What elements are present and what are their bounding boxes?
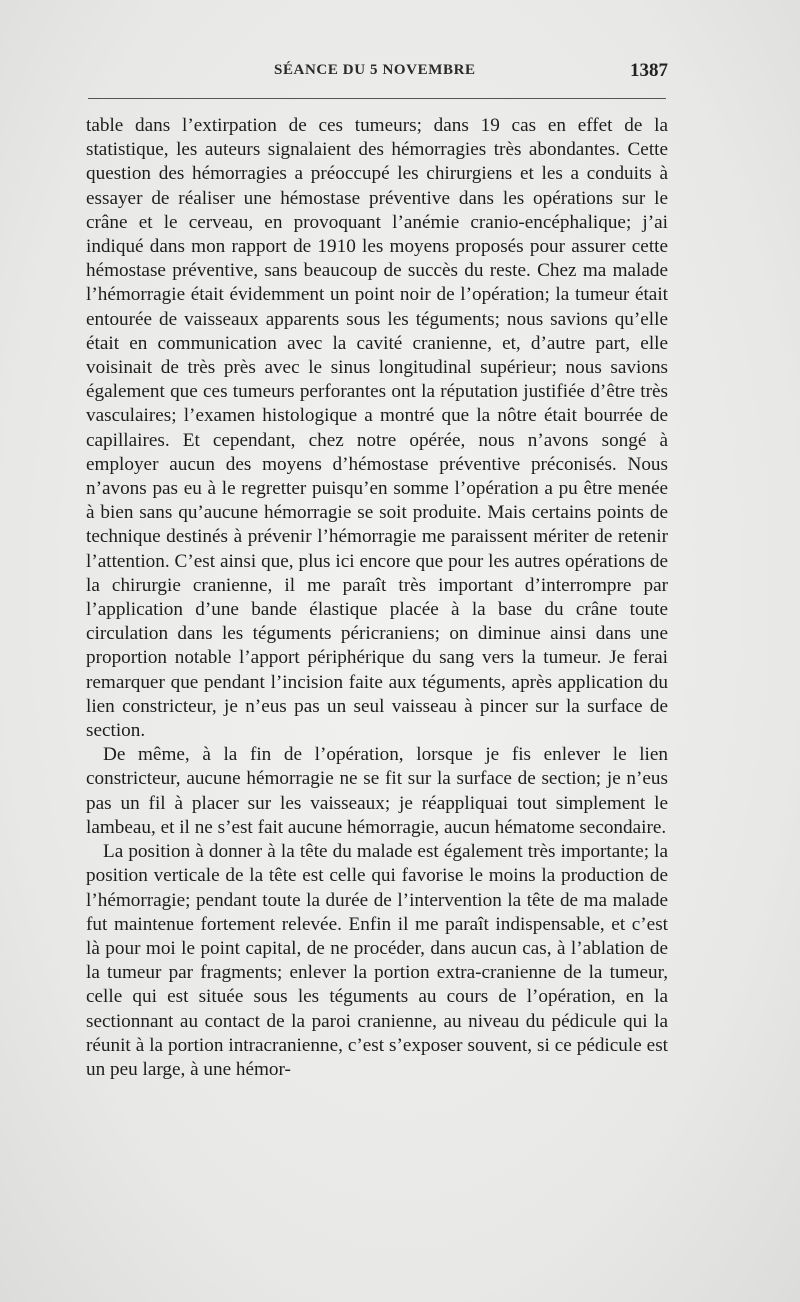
page-header xyxy=(86,62,668,86)
page-number: 1387 xyxy=(630,60,668,81)
paragraph-2: De même, à la fin de l’opération, lorsque je fis enlever le lien constricteur, aucune hémorragie ne se fit sur la surface de section; je n’eus pas un fil à placer sur les vaisseaux; je réappliquai tout simplement le lambeau, et il ne s’est fait aucune hémorragie, aucun hématome secondaire. xyxy=(86,744,668,838)
header-rule xyxy=(88,98,666,99)
paragraph-1: table dans l’extirpation de ces tumeurs; dans 19 cas en effet de la statistique, les auteurs signalaient des hémorragies très abondantes. Cette question des hémorragies a préoccupé les chirurgiens et les a conduits à essayer de réaliser une hémostase préventive dans les opérations sur le crâne et le cerveau, en provoquant l’anémie cranio-encéphalique; j’ai indiqué dans mon rapport de 1910 les moyens proposés pour assurer cette hémostase préventive, sans beaucoup de succès du reste. Chez ma malade l’hémorragie était évidemment un point noir de l’opération; la tumeur était entourée de vaisseaux apparents sous les téguments; nous savions qu’elle était en communication avec la cavité cranienne, et, d’autre part, elle voisinait de très près avec le sinus longitudinal supérieur; nous savions également que ces tumeurs perforantes ont la réputation justifiée d’être très vasculaires; l’examen histologique a montré que la nôtre était bourrée de capillaires. Et cependant, chez notre opérée, nous n’avons songé à employer aucun des moyens d’hémostase préventive préconisés. Nous n’avons pas eu à le regretter puisqu’en somme l’opération a pu être menée à bien sans qu’aucune hémorragie se soit produite. Mais certains points de technique destinés à prévenir l’hémorragie me paraissent mériter de retenir l’attention. C’est ainsi que, plus ici encore que pour les autres opérations de la chirurgie cranienne, il me paraît très important d’interrompre par l’application d’une bande élastique placée à la base du crâne toute circulation dans les téguments péricraniens; on diminue ainsi dans une proportion notable l’apport périphérique du sang vers la tumeur. Je ferai remarquer que pendant l’incision faite aux téguments, après application du lien constricteur, je n’eus pas un seul vaisseau à pincer sur la surface de section. xyxy=(86,115,668,742)
body-text xyxy=(86,114,668,1082)
running-head: SÉANCE DU 5 NOVEMBRE xyxy=(274,62,476,78)
paragraph-3: La position à donner à la tête du malade est également très importante; la position verticale de la tête est celle qui favorise le moins la production de l’hémorragie; pendant toute la durée de l’intervention la tête de ma malade fut maintenue fortement relevée. Enfin il me paraît indispensable, et c’est là pour moi le point capital, de ne procéder, dans aucun cas, à l’ablation de la tumeur par fragments; enlever la portion extra-cranienne de la tumeur, celle qui est située sous les téguments au cours de l’opération, en la sectionnant au contact de la paroi cranienne, au niveau du pédicule qui la réunit à la portion intracranienne, c’est s’exposer souvent, si ce pédicule est un peu large, à une hémor- xyxy=(86,841,668,1080)
